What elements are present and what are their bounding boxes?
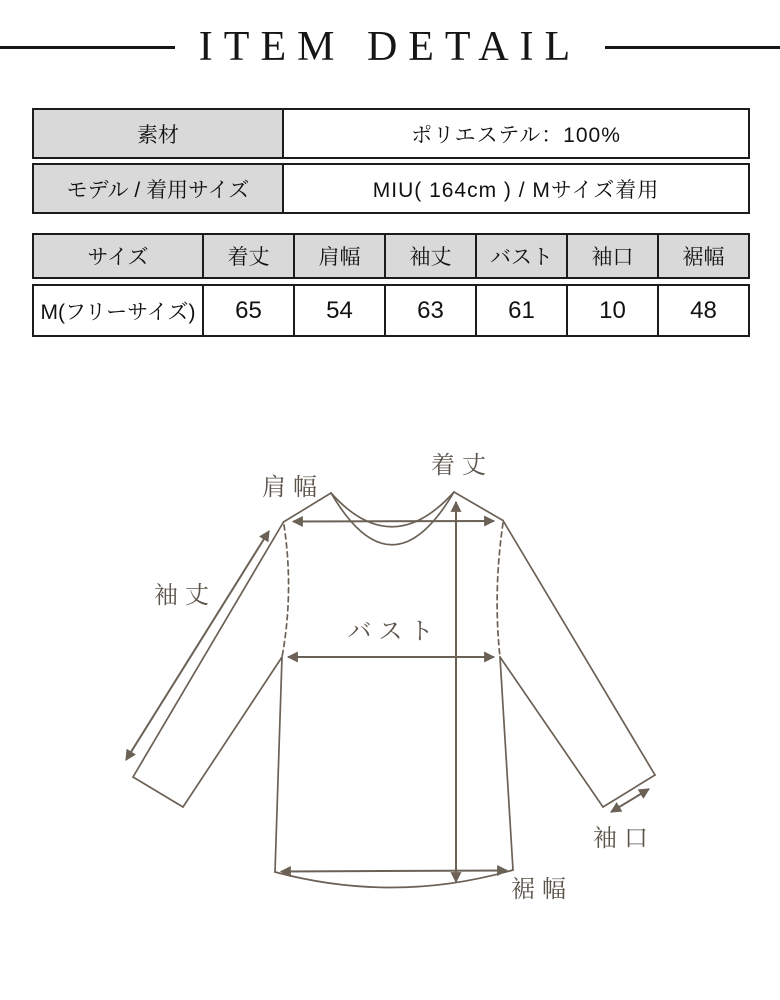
label-hem-width: 裾幅 (511, 876, 573, 903)
section-header (0, 26, 780, 68)
shoulder-width-arrow (293, 521, 494, 522)
hem-value-cell: 48 (690, 296, 717, 324)
cuff-arrow (611, 789, 649, 812)
column-header-size: サイズ (34, 235, 204, 277)
column-header-cuff: 袖口 (568, 235, 659, 277)
bust-value-cell: 61 (477, 286, 568, 335)
material-row-header: 素材 (34, 110, 284, 157)
column-header-shoulder: 肩幅 (295, 235, 386, 277)
garment-measurement-diagram (0, 430, 780, 990)
material-model-table (32, 108, 750, 214)
sleeve-left-outer-edge (133, 522, 284, 777)
sleeve-left-inner-edge (183, 657, 282, 807)
label-cuff: 袖口 (593, 825, 655, 852)
title-rule-left (0, 46, 175, 49)
cuff-value-cell: 10 (568, 286, 659, 335)
size-name-cell: M(フリーサイズ) (34, 286, 204, 335)
sleeve-right-outer-edge (503, 521, 655, 776)
hem-curve (275, 870, 513, 888)
neckline-outer (331, 492, 454, 545)
label-shoulder-width: 肩幅 (262, 474, 324, 501)
material-value: ポリエステル：100% (411, 123, 621, 147)
shoulder-value-cell: 54 (295, 286, 386, 335)
body-side-left (275, 657, 282, 872)
model-row-header: モデル / 着用サイズ (34, 165, 284, 212)
body-side-right (500, 657, 513, 870)
sleeve-value-cell: 63 (386, 286, 477, 335)
label-bust: バスト (347, 618, 441, 645)
hem-width-arrow (281, 871, 507, 872)
measurement-labels (154, 452, 655, 903)
sleeve-right-inner-edge (500, 657, 603, 807)
measurement-arrows (126, 502, 649, 882)
shoulder-seam-right (454, 492, 503, 521)
column-header-sleeve: 袖丈 (386, 235, 477, 277)
size-table-header-row (32, 233, 750, 279)
armhole-dashed-left (282, 525, 289, 657)
label-length: 着丈 (431, 452, 493, 479)
sleeve-length-arrow (126, 531, 269, 760)
column-header-bust: バスト (477, 235, 568, 277)
page-title: ITEM DETAIL (198, 24, 582, 70)
table-row-model (32, 163, 750, 214)
garment-outline (133, 492, 655, 888)
sleeve-left-cuff-edge (133, 777, 183, 807)
length-value-cell: 65 (204, 286, 295, 335)
model-value: MIU( 164cm ) / Mサイズ着用 (372, 178, 660, 202)
title-rule-right (605, 46, 780, 49)
garment-diagram-svg (0, 430, 780, 990)
label-sleeve-length: 袖丈 (154, 582, 216, 609)
column-header-hem: 裾幅 (659, 235, 748, 277)
column-header-length: 着丈 (204, 235, 295, 277)
table-row-material (32, 108, 750, 159)
armhole-dashed-right (497, 523, 503, 657)
size-spec-table (32, 233, 750, 337)
size-table-data-row (32, 284, 750, 337)
